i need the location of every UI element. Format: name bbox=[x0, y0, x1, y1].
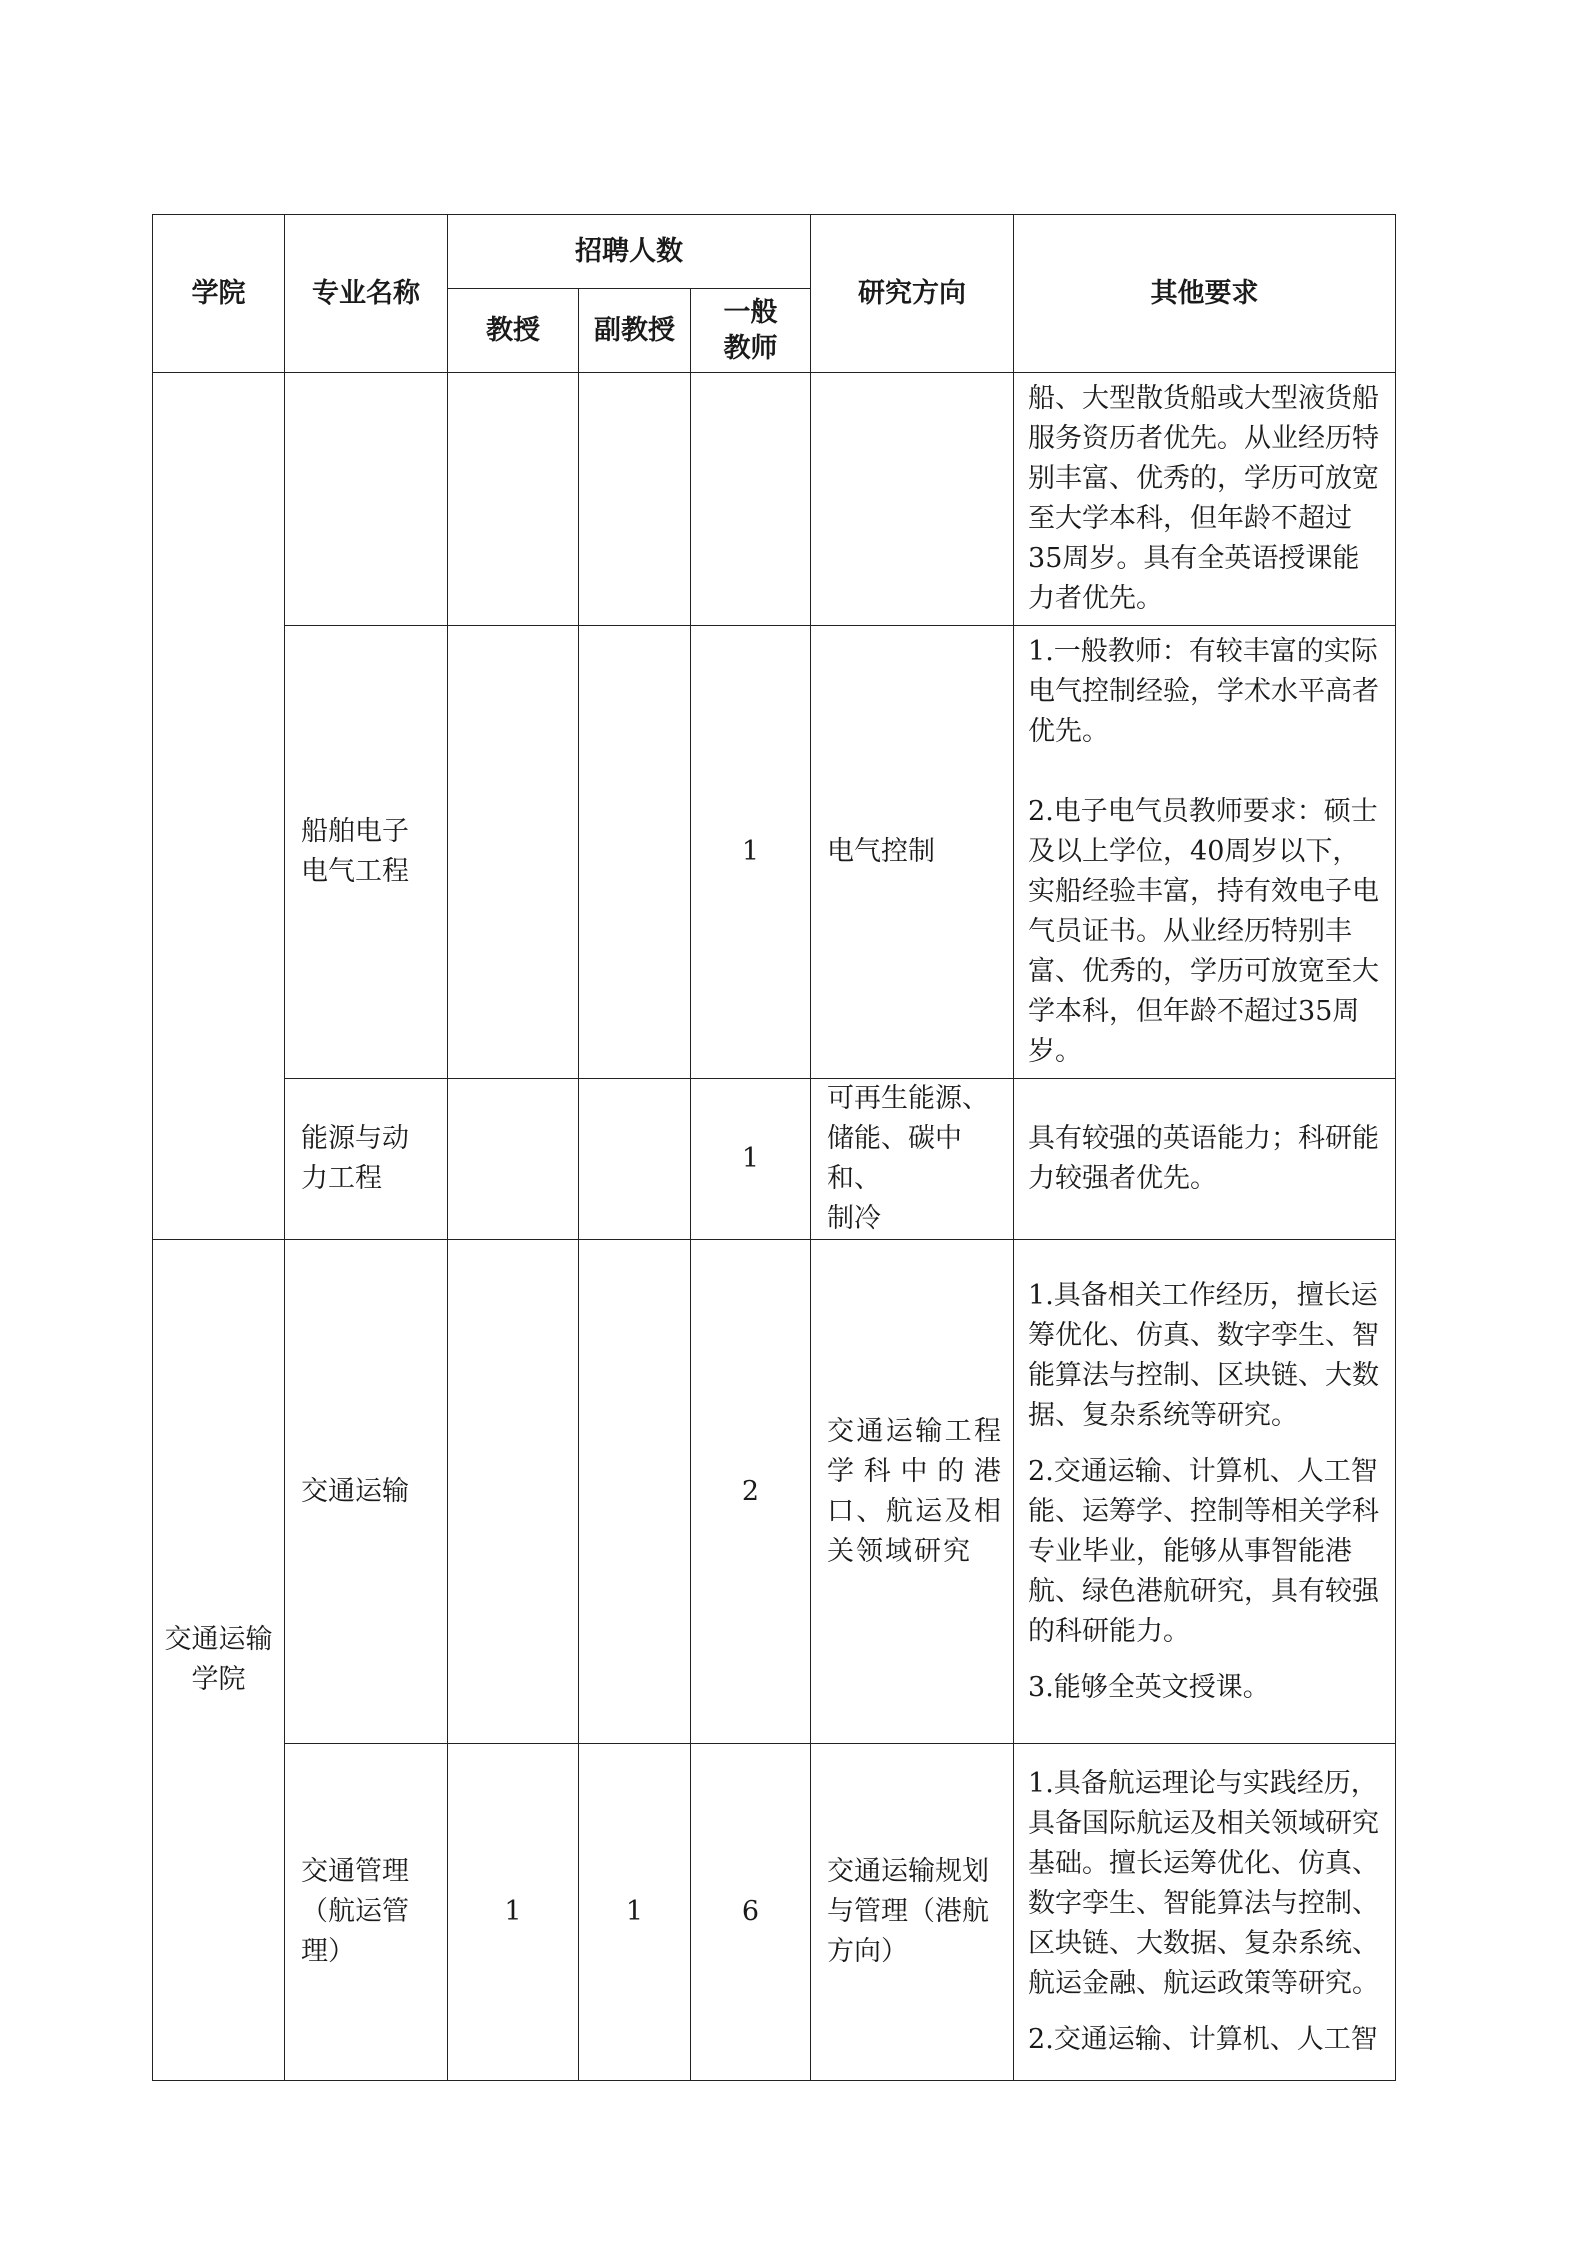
major-line: 交通运输 bbox=[301, 1475, 409, 1507]
requirement-text: 2.交通运输、计算机、人工智 bbox=[1028, 2024, 1378, 2055]
major-line: 船舶电子 bbox=[301, 816, 409, 847]
major-cell bbox=[285, 1079, 448, 1240]
header-recruit-count: 招聘人数 bbox=[448, 215, 811, 289]
requirement-text: 具有较强的英语能力；科研能力较强者优先。 bbox=[1028, 1123, 1380, 1194]
header-general-teacher bbox=[691, 289, 811, 373]
header-other-requirements: 其他要求 bbox=[1014, 215, 1396, 373]
major-cell bbox=[285, 373, 448, 626]
general-count: 2 bbox=[691, 1240, 811, 1744]
major-cell bbox=[285, 626, 448, 1079]
direction-cell bbox=[811, 1079, 1014, 1240]
major-cell bbox=[285, 1240, 448, 1744]
direction-text: 电气控制 bbox=[827, 836, 936, 867]
general-count: 1 bbox=[691, 1079, 811, 1240]
requirement-text: 2.电子电气员教师要求：硕士及以上学位，40周岁以下，实船经验丰富，持有效电子电气员证书。从业经历特别丰富、优秀的，学历可放宽至大学本科，但年龄不超过35周岁。 bbox=[1028, 796, 1380, 1067]
requirement-text: 3.能够全英文授课。 bbox=[1028, 1671, 1270, 1703]
major-line: 电气工程 bbox=[301, 856, 409, 887]
requirements-cell bbox=[1014, 626, 1396, 1079]
professor-count: 1 bbox=[448, 1744, 579, 2081]
requirements-cell bbox=[1014, 373, 1396, 626]
associate-count bbox=[579, 626, 691, 1079]
major-line: （航运管 bbox=[301, 1896, 409, 1927]
header-major: 专业名称 bbox=[285, 215, 448, 373]
header-general-teacher-line1: 一般 bbox=[723, 296, 778, 328]
table-row bbox=[153, 1744, 1396, 2081]
associate-count: 1 bbox=[579, 1744, 691, 2081]
associate-count bbox=[579, 1240, 691, 1744]
requirement-text: 1.具备相关工作经历，擅长运筹优化、仿真、数字孪生、智能算法与控制、区块链、大数据、复杂系统等研究。 bbox=[1028, 1279, 1380, 1431]
requirements-cell bbox=[1014, 1744, 1396, 2081]
associate-count bbox=[579, 1079, 691, 1240]
table-row bbox=[153, 1079, 1396, 1240]
direction-cell bbox=[811, 1744, 1014, 2081]
major-line: 能源与动 bbox=[301, 1123, 409, 1154]
college-cell bbox=[153, 373, 285, 1240]
college-cell bbox=[153, 1240, 285, 2081]
general-count bbox=[691, 373, 811, 626]
direction-cell bbox=[811, 1240, 1014, 1744]
major-cell bbox=[285, 1744, 448, 2081]
direction-cell bbox=[811, 626, 1014, 1079]
table-row bbox=[153, 1240, 1396, 1744]
header-research-direction: 研究方向 bbox=[811, 215, 1014, 373]
direction-line: 交通运输规划 bbox=[827, 1856, 990, 1887]
requirement-text: 1.一般教师：有较丰富的实际电气控制经验，学术水平高者优先。 bbox=[1028, 636, 1380, 747]
general-count: 1 bbox=[691, 626, 811, 1079]
direction-line: 制冷 bbox=[827, 1203, 882, 1234]
header-general-teacher-line2: 教师 bbox=[723, 332, 778, 364]
professor-count bbox=[448, 373, 579, 626]
major-line: 交通管理 bbox=[301, 1856, 409, 1887]
recruitment-table bbox=[152, 214, 1396, 2081]
direction-line: 储能、碳中和、 bbox=[827, 1123, 963, 1194]
professor-count bbox=[448, 1079, 579, 1240]
professor-count bbox=[448, 626, 579, 1079]
direction-text: 交通运输工程学科中的港口、航运及相关领域研究 bbox=[827, 1415, 1004, 1567]
requirements-cell bbox=[1014, 1240, 1396, 1744]
college-line: 交通运输 bbox=[164, 1624, 273, 1655]
requirement-text: 1.具备航运理论与实践经历，具备国际航运及相关领域研究基础。擅长运筹优化、仿真、数字孪生、智能算法与控制、区块链、大数据、复杂系统、航运金融、航运政策等研究。 bbox=[1028, 1768, 1380, 1999]
table-row bbox=[153, 373, 1396, 626]
header-professor: 教授 bbox=[448, 289, 579, 373]
table-row bbox=[153, 626, 1396, 1079]
major-line: 理） bbox=[301, 1936, 355, 1967]
direction-line: 方向） bbox=[827, 1936, 909, 1967]
requirements-cell bbox=[1014, 1079, 1396, 1240]
header-college: 学院 bbox=[153, 215, 285, 373]
general-count: 6 bbox=[691, 1744, 811, 2081]
college-line: 学院 bbox=[191, 1664, 246, 1695]
direction-line: 可再生能源、 bbox=[827, 1083, 990, 1114]
requirement-text: 2.交通运输、计算机、人工智能、运筹学、控制等相关学科专业毕业，能够从事智能港航、绿色港航研究，具有较强的科研能力。 bbox=[1028, 1455, 1380, 1647]
requirement-text: 船、大型散货船或大型液货船服务资历者优先。从业经历特别丰富、优秀的，学历可放宽至大学本科，但年龄不超过35周岁。具有全英语授课能力者优先。 bbox=[1028, 383, 1380, 614]
major-line: 力工程 bbox=[301, 1163, 382, 1194]
professor-count bbox=[448, 1240, 579, 1744]
direction-cell bbox=[811, 373, 1014, 626]
associate-count bbox=[579, 373, 691, 626]
direction-line: 与管理（港航 bbox=[827, 1896, 990, 1927]
header-associate-professor: 副教授 bbox=[579, 289, 691, 373]
